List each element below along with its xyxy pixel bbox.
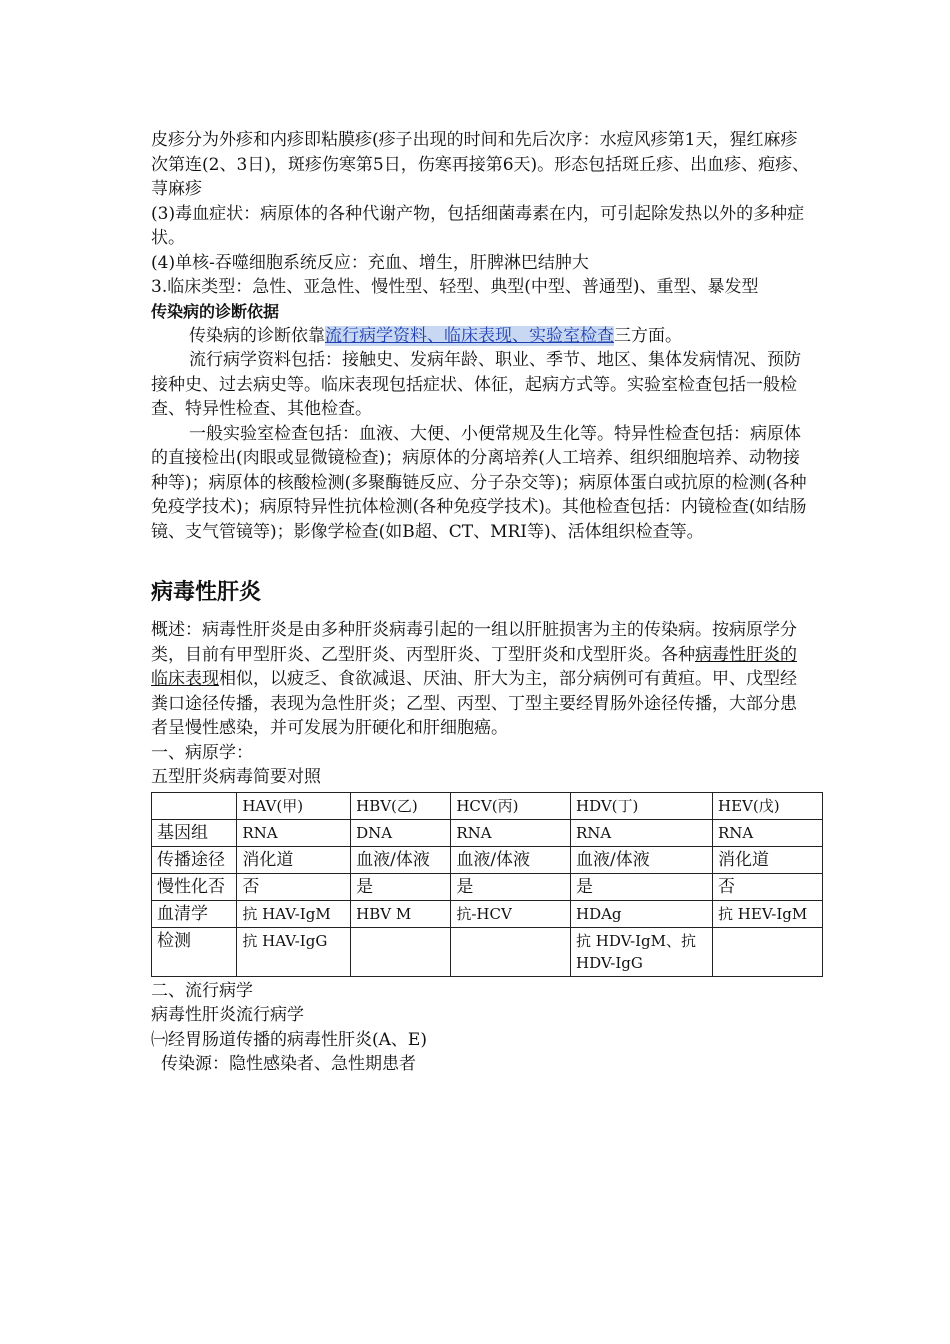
epidemiology-title: 病毒性肝炎流行病学 (151, 1005, 304, 1025)
diagnosis-heading: 传染病的诊断依据 (151, 301, 280, 321)
table-cell: 消化道 (713, 846, 823, 873)
table-cell: 消化道 (237, 846, 351, 873)
table-row (152, 873, 823, 900)
table-header-cell (152, 792, 237, 819)
table-row (152, 900, 823, 927)
epidemiology-item-1: ㈠经胃肠道传播的病毒性肝炎(A、E) (151, 1029, 427, 1050)
diagnosis-highlight-link[interactable]: 流行病学资料、临床表现、实验室检查 (325, 325, 614, 346)
table-cell: HBV M (351, 900, 451, 927)
epidemiology-data-paragraph: 流行病学资料包括：接触史、发病年龄、职业、季节、地区、集体发病情况、预防接种史、过去病史等。临床表现包括症状、体征，起病方式等。实验室检查包括一般检查、特异性检查、其他检查。 (151, 350, 801, 419)
lab-tests-paragraph: 一般实验室检查包括：血液、大便、小便常规及生化等。特异性检查包括：病原体的直接检出(肉眼或显微镜检查)；病原体的分离培养(人工培养、组织细胞培养、动物接种等)；病原体的核酸检测(多聚酶链反应、分子杂交等)；病原体蛋白或抗原的检测(各种免疫学技术)；病原特异性抗体检测(各种免疫学技术)。其他检查包括：内镜检查(如结肠镜、支气管镜等)；影像学检查(如B超、CT、MRI等)、活体组织检查等。 (151, 423, 807, 542)
virus-comparison-table (151, 792, 823, 977)
table-cell: 抗 HAV-IgM (237, 900, 351, 927)
table-cell: 血液/体液 (351, 846, 451, 873)
table-cell: RNA (570, 819, 712, 846)
table-cell: DNA (351, 819, 451, 846)
table-cell (351, 927, 451, 976)
table-header-cell: HAV(甲) (237, 792, 351, 819)
etiology-section-label: 一、病原学： (151, 742, 253, 763)
diagnosis-intro-post: 三方面。 (614, 325, 682, 346)
table-cell: 是 (451, 873, 571, 900)
table-cell: 传播途径 (152, 846, 237, 873)
table-cell: 是 (351, 873, 451, 900)
table-cell: HDAg (570, 900, 712, 927)
rash-paragraph: 皮疹分为外疹和内疹即粘膜疹(疹子出现的时间和先后次序：水痘风疹第1天，猩红麻疹次第连(2、3日)，斑疹伤寒第5日，伤寒再接第6天)。形态包括斑丘疹、出血疹、疱疹、荨麻疹 (151, 130, 810, 199)
table-cell: RNA (713, 819, 823, 846)
table-header-cell: HBV(乙) (351, 792, 451, 819)
table-title: 五型肝炎病毒简要对照 (151, 767, 321, 787)
toxemia-paragraph: (3)毒血症状：病原体的各种代谢产物，包括细菌毒素在内，可引起除发热以外的多种症状。 (151, 203, 805, 248)
table-cell: 血液/体液 (570, 846, 712, 873)
table-header-row (152, 792, 823, 819)
hepatitis-heading: 病毒性肝炎 (151, 580, 262, 605)
table-cell: 抗 HEV-IgM (713, 900, 823, 927)
table-cell: RNA (237, 819, 351, 846)
table-row (152, 819, 823, 846)
table-cell: 血液/体液 (451, 846, 571, 873)
table-cell: 抗 HAV-IgG (237, 927, 351, 976)
overview-underlined: 病毒性肝炎的临床表现 (151, 644, 797, 689)
table-cell: 抗-HCV (451, 900, 571, 927)
table-cell: RNA (451, 819, 571, 846)
table-cell: 是 (570, 873, 712, 900)
table-row (152, 927, 823, 976)
document-page (151, 128, 811, 1077)
table-cell (713, 927, 823, 976)
overview-pre: 概述：病毒性肝炎是由多种肝炎病毒引起的一组以肝脏损害为主的传染病。按病原学分类，目前有甲型肝炎、乙型肝炎、丙型肝炎、丁型肝炎和戊型肝炎。各种 (151, 620, 797, 665)
table-cell: 否 (237, 873, 351, 900)
diagnosis-intro-paragraph (151, 324, 811, 349)
overview-post: 相似，以疲乏、食欲减退、厌油、肝大为主，部分病例可有黄疸。甲、戊型经粪口途径传播，表现为急性肝炎；乙型、丙型、丁型主要经胃肠外途径传播，大部分患者呈慢性感染，并可发展为肝硬化和肝细胞癌。 (151, 669, 797, 738)
table-cell: 血清学 (152, 900, 237, 927)
table-cell: 基因组 (152, 819, 237, 846)
epidemiology-section-label: 二、流行病学 (151, 980, 253, 1001)
table-header-cell: HDV(丁) (570, 792, 712, 819)
table-header-cell: HCV(丙) (451, 792, 571, 819)
clinical-types-paragraph: 3.临床类型：急性、亚急性、慢性型、轻型、典型(中型、普通型)、重型、暴发型 (151, 277, 759, 297)
hepatitis-overview-paragraph (151, 618, 811, 741)
table-row (152, 846, 823, 873)
table-cell: 否 (713, 873, 823, 900)
table-cell: 检测 (152, 927, 237, 976)
infection-source: 传染源：隐性感染者、急性期患者 (161, 1054, 416, 1074)
diagnosis-intro-pre: 传染病的诊断依靠 (189, 325, 325, 346)
table-cell (451, 927, 571, 976)
table-cell: 慢性化否 (152, 873, 237, 900)
mononuclear-paragraph: (4)单核-吞噬细胞系统反应：充血、增生，肝脾淋巴结肿大 (151, 252, 589, 273)
table-header-cell: HEV(戊) (713, 792, 823, 819)
table-cell: 抗 HDV-IgM、抗 HDV-IgG (570, 927, 712, 976)
